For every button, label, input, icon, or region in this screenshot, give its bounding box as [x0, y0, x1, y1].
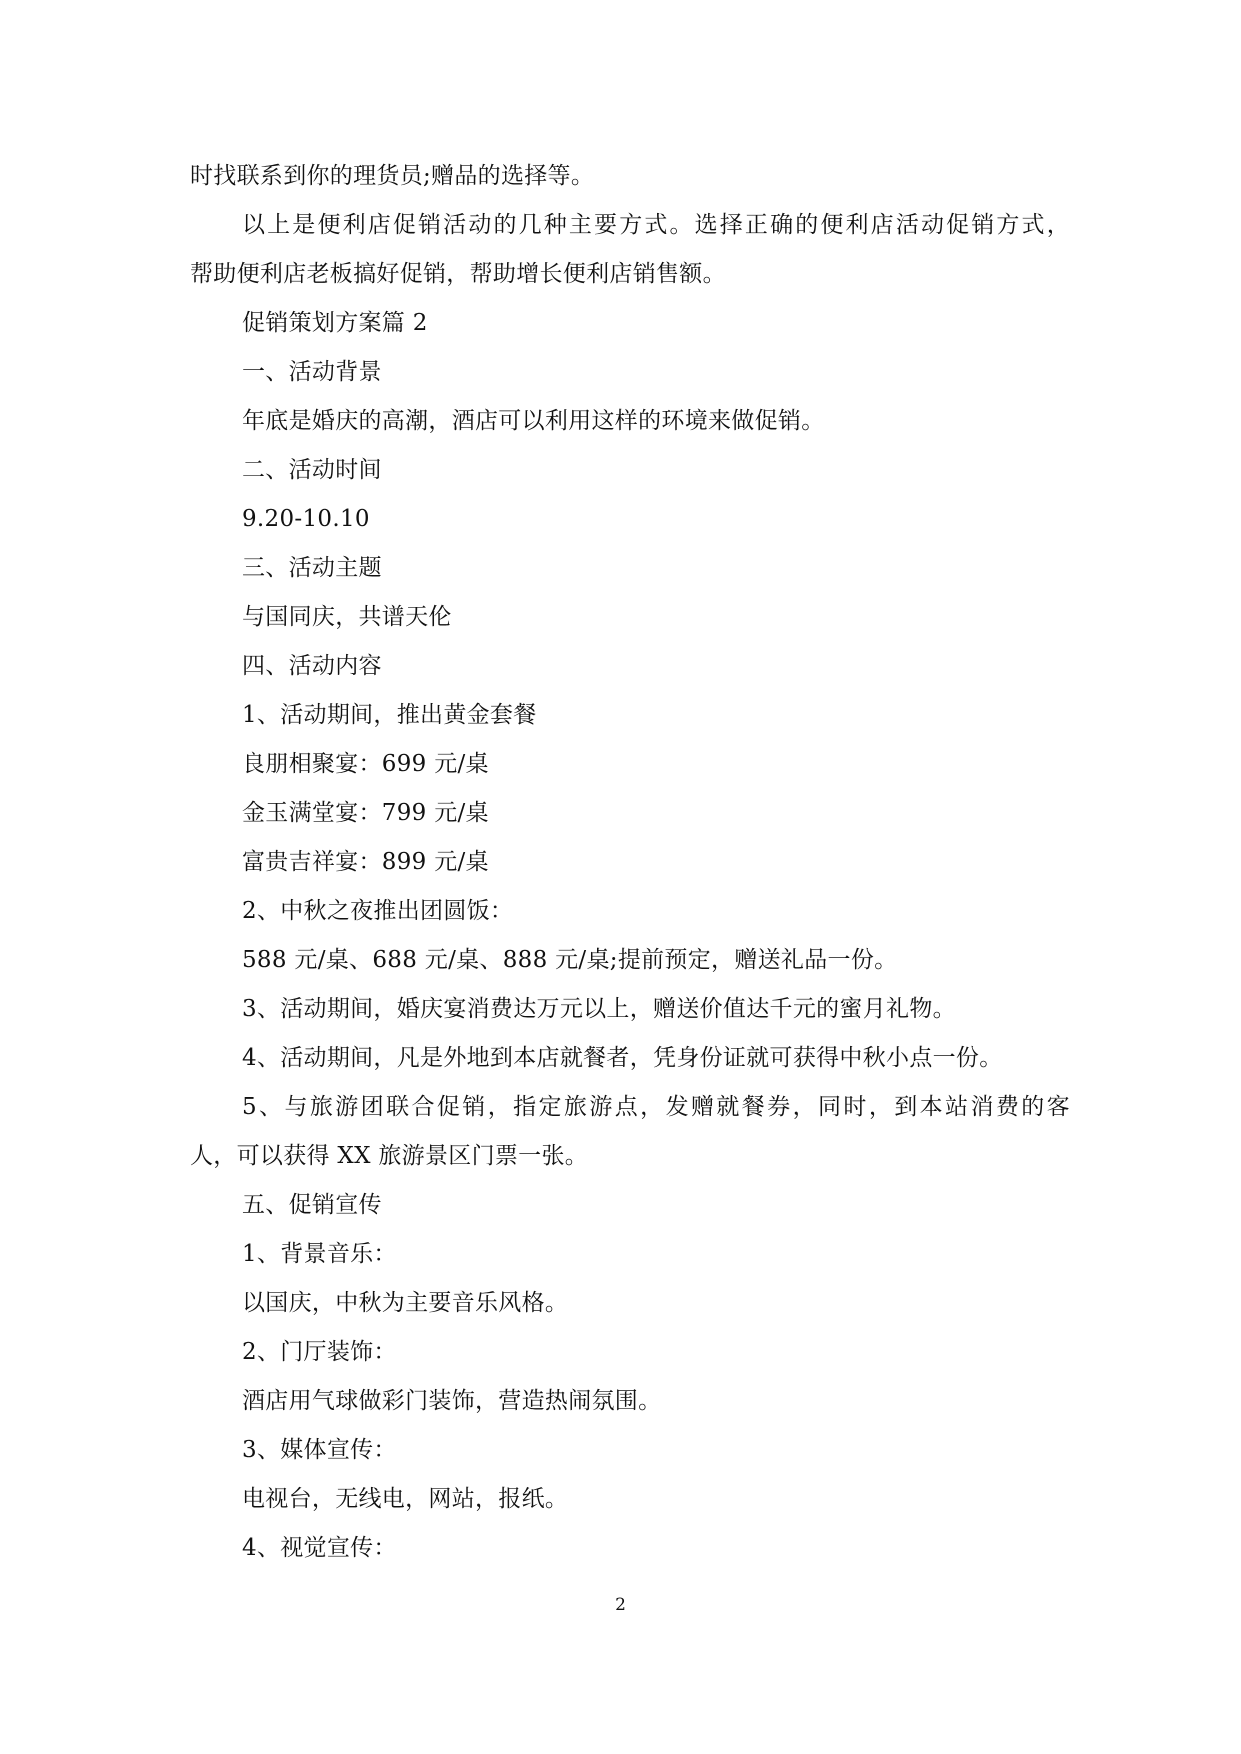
- text-line: 电视台，无线电，网站，报纸。: [242, 1486, 569, 1512]
- text-line: 二、活动时间: [242, 457, 382, 483]
- text-line: 促销策划方案篇 2: [242, 310, 428, 336]
- text-line: 三、活动主题: [242, 555, 382, 581]
- text-line: 时找联系到你的理货员;赠品的选择等。: [190, 163, 595, 189]
- text-line: 1、背景音乐：: [242, 1241, 397, 1267]
- text-line: 4、视觉宣传：: [242, 1535, 397, 1561]
- text-line: 年底是婚庆的高潮，酒店可以利用这样的环境来做促销。: [242, 408, 825, 434]
- text-line: 帮助便利店老板搞好促销，帮助增长便利店销售额。: [190, 261, 726, 287]
- text-line: 与国同庆，共谱天伦: [242, 604, 452, 630]
- text-line: 9.20-10.10: [242, 506, 370, 532]
- text-line: 2、门厅装饰：: [242, 1339, 397, 1365]
- text-line: 富贵吉祥宴：899 元/桌: [242, 849, 489, 875]
- text-line: 以国庆，中秋为主要音乐风格。: [242, 1290, 569, 1316]
- text-line: 四、活动内容: [242, 653, 382, 679]
- document-body: [190, 152, 1070, 1573]
- text-line: 1、活动期间，推出黄金套餐: [242, 702, 537, 728]
- text-line: 人，可以获得 XX 旅游景区门票一张。: [190, 1143, 589, 1169]
- text-line: 5、与旅游团联合促销，指定旅游点，发赠就餐券，同时，到本站消费的客: [242, 1094, 1070, 1120]
- text-line: 以上是便利店促销活动的几种主要方式。选择正确的便利店活动促销方式，: [242, 212, 1070, 238]
- text-line: 金玉满堂宴：799 元/桌: [242, 800, 489, 826]
- page-number: 2: [615, 1595, 626, 1615]
- text-line: 一、活动背景: [242, 359, 382, 385]
- text-line: 4、活动期间，凡是外地到本店就餐者，凭身份证就可获得中秋小点一份。: [242, 1045, 1003, 1071]
- text-line: 酒店用气球做彩门装饰，营造热闹氛围。: [242, 1388, 662, 1414]
- text-line: 3、活动期间，婚庆宴消费达万元以上，赠送价值达千元的蜜月礼物。: [242, 996, 956, 1022]
- text-line: 2、中秋之夜推出团圆饭：: [242, 898, 514, 924]
- text-line: 3、媒体宣传：: [242, 1437, 397, 1463]
- text-line: 588 元/桌、688 元/桌、888 元/桌;提前预定，赠送礼品一份。: [242, 947, 898, 973]
- text-line: 五、促销宣传: [242, 1192, 382, 1218]
- text-line: 良朋相聚宴：699 元/桌: [242, 751, 489, 777]
